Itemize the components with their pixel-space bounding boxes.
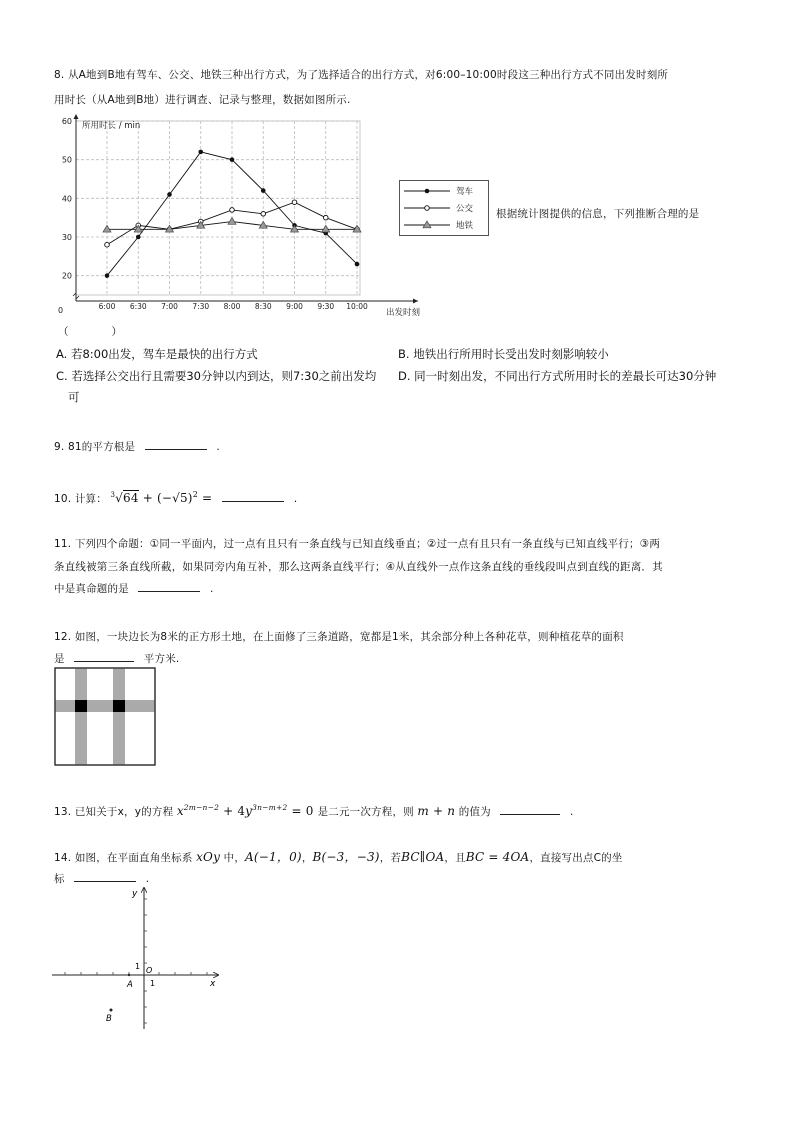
y-tick-label: 20 <box>61 271 72 281</box>
legend-label: 公交 <box>456 204 474 214</box>
q13-plus-term: + 4 <box>223 804 246 818</box>
q10-plus: + <box>142 491 153 505</box>
road-vertical-2 <box>113 668 125 765</box>
y-axis-label: y <box>132 889 138 899</box>
q13-end: . <box>569 806 574 818</box>
marker-bus <box>105 242 110 247</box>
q10-exponent: 2 <box>192 490 198 499</box>
q14-mid2: ，若 <box>379 852 402 864</box>
q11-line2: 条直线被第三条直线所截，如果同旁内角互补，那么这两条直线平行；④从直线外一点作这条直线的垂线段叫点到直线的距离．其 <box>54 561 663 573</box>
x-tick-label: 7:00 <box>161 302 178 311</box>
q14-point-b: B(−3，−3) <box>312 850 380 864</box>
y-axis-arrow-icon <box>74 114 79 119</box>
q8-stem-line1: 8. 从A地到B地有驾车、公交、地铁三种出行方式，为了选择适合的出行方式，对6:00–10:00时段这三种出行方式不同出发时刻所 <box>54 69 669 81</box>
marker-subway <box>134 225 142 232</box>
road-horizontal <box>55 700 155 712</box>
q10-prefix: 10. 计算： <box>54 493 107 505</box>
radical-sign-icon: √ <box>115 491 123 505</box>
q13-x-exponent: 2m−n−2 <box>183 803 220 812</box>
q9-end: . <box>216 441 220 453</box>
q11-line3 <box>54 578 214 600</box>
q13-x-var: x <box>176 804 184 818</box>
q10 <box>54 484 297 510</box>
road-vertical-1 <box>75 668 87 765</box>
q12-line2-prefix: 是 <box>54 653 65 665</box>
marker-drive <box>167 192 172 197</box>
y-tick-label: 50 <box>61 155 72 165</box>
point-a-label: A <box>127 980 133 990</box>
q14-point-a: A(−1，0) <box>245 850 302 864</box>
legend-marker-icon <box>425 189 430 194</box>
q10-paren-content: −√5 <box>161 491 188 505</box>
road-intersection-1 <box>75 700 87 712</box>
q14-mid3: ，且 <box>444 852 466 864</box>
q12-line2-suffix: 平方米. <box>143 653 180 665</box>
marker-subway <box>228 218 236 225</box>
marker-drive <box>136 235 141 240</box>
q8-side-text: 根据统计图提供的信息，下列推断合理的是 <box>496 208 700 220</box>
marker-bus <box>261 212 266 217</box>
q10-end: . <box>293 493 298 505</box>
origin-label: O <box>146 966 153 975</box>
q9-text: 9. 81的平方根是 <box>54 441 136 453</box>
q12-square-field-figure <box>54 667 158 767</box>
q8-option-c-line2[interactable]: 可 <box>68 390 80 404</box>
x-tick-label: 6:30 <box>129 302 147 311</box>
marker-bus <box>292 200 297 205</box>
chart-legend <box>399 180 489 236</box>
y-tick-label: 60 <box>61 117 72 126</box>
q14-tail: ，直接写出点C的坐 <box>529 852 623 864</box>
q14-comma: ， <box>301 852 313 864</box>
q12-line1: 12. 如图，一块边长为8米的正方形土地，在上面修了三条道路，宽都是1米，其余部分种上各种花草，则种植花草的面积 <box>54 631 624 643</box>
axis-break-icon <box>73 293 79 299</box>
origin-label: 0 <box>58 306 64 315</box>
q14-parallel: BC∥OA <box>401 850 445 864</box>
x-axis-title: 出发时刻 <box>386 308 421 318</box>
q8-answer-paren: （ ） <box>58 326 123 338</box>
y-unit-label: 1 <box>135 962 141 971</box>
q14-system: xOy <box>196 850 221 864</box>
q8-option-b[interactable]: B. 地铁出行所用时长受出发时刻影响较小 <box>398 347 609 361</box>
q14-prefix: 14. 如图，在平面直角坐标系 <box>54 852 193 864</box>
q13-expr: m + n <box>417 804 456 818</box>
marker-drive <box>355 262 360 267</box>
q14-end: . <box>145 873 150 885</box>
q11-end: . <box>210 583 214 595</box>
q13-equation <box>177 804 318 818</box>
y-axis-title: 所用时长 / min <box>82 121 141 131</box>
q13-answer-blank[interactable] <box>500 801 560 815</box>
x-unit-label: 1 <box>150 979 156 988</box>
point-b-dot <box>110 1009 113 1012</box>
legend-label: 驾车 <box>456 187 474 197</box>
x-axis-arrow-icon <box>413 299 418 304</box>
q11-line1: 11. 下列四个命题：①同一平面内，过一点有且只有一条直线与已知直线垂直；②过一点有且只有一条直线与已知直线平行；③两 <box>54 538 661 550</box>
marker-bus <box>323 215 328 220</box>
q13-eq-zero: = 0 <box>291 804 314 818</box>
q10-expression <box>110 491 216 505</box>
legend-label: 地铁 <box>456 221 474 231</box>
point-a-dot <box>128 974 130 976</box>
q14-answer-blank[interactable] <box>74 868 136 882</box>
marker-subway <box>103 225 111 232</box>
q10-radicand: 64 <box>123 491 139 505</box>
q10-root-index: 3 <box>110 491 116 499</box>
y-tick-label: 40 <box>61 194 72 204</box>
q11-line3-prefix: 中是真命题的是 <box>54 583 129 595</box>
x-tick-label: 7:30 <box>192 302 210 311</box>
q8-option-a[interactable]: A. 若8:00出发，驾车是最快的出行方式 <box>56 347 258 361</box>
q14-line1 <box>54 846 623 869</box>
x-tick-label: 9:00 <box>286 302 303 311</box>
x-axis-label: x <box>210 979 216 989</box>
q14-equal: BC = 4OA <box>465 850 530 864</box>
q10-answer-blank[interactable] <box>222 488 284 502</box>
q14-coordinate-figure <box>50 884 230 1034</box>
x-tick-label: 9:30 <box>317 302 335 311</box>
q12-answer-blank[interactable] <box>74 648 134 662</box>
x-tick-label: 8:30 <box>254 302 272 311</box>
marker-bus <box>230 208 235 213</box>
q13-suffix: 的值为 <box>458 806 491 818</box>
q8-option-d[interactable]: D. 同一时刻出发，不同出行方式所用时长的差最长可达30分钟 <box>398 369 717 383</box>
q8-stem-line2: 用时长（从A地到B地）进行调查、记录与整理，数据如图所示. <box>54 94 351 106</box>
y-tick-label: 30 <box>61 233 72 242</box>
q14-line2-prefix: 标 <box>54 873 65 885</box>
marker-drive <box>230 157 235 162</box>
q8-line-chart <box>50 113 430 325</box>
field-square <box>55 668 155 765</box>
q8-option-c-line1[interactable]: C. 若选择公交出行且需要30分钟以内到达，则7:30之前出发均 <box>56 369 377 383</box>
q14-mid1: 中， <box>223 852 246 864</box>
q13-y-var: y <box>245 804 253 818</box>
q10-paren: $(-√5)^2$ <box>156 490 198 505</box>
q13-y-exponent: 3n−m+2 <box>252 803 288 812</box>
road-intersection-2 <box>113 700 125 712</box>
marker-drive <box>198 150 203 155</box>
q9-answer-blank[interactable] <box>145 436 207 450</box>
legend-marker-icon <box>425 206 430 211</box>
q10-equals: = <box>202 491 213 505</box>
q11-answer-blank[interactable] <box>138 578 200 592</box>
legend-marker-icon <box>423 221 431 228</box>
q13-mid: 是二元一次方程，则 <box>317 806 414 818</box>
x-tick-label: 8:00 <box>223 302 241 311</box>
x-tick-label: 10:00 <box>346 302 368 311</box>
point-b-label: B <box>106 1014 112 1024</box>
marker-drive <box>105 273 110 278</box>
q13-prefix: 13. 已知关于x，y的方程 <box>54 806 174 818</box>
q13 <box>54 797 574 823</box>
x-tick-label: 6:00 <box>98 302 116 311</box>
plot-frame <box>76 121 360 295</box>
q9 <box>54 436 220 458</box>
marker-drive <box>261 188 266 193</box>
marker-subway <box>322 225 330 232</box>
